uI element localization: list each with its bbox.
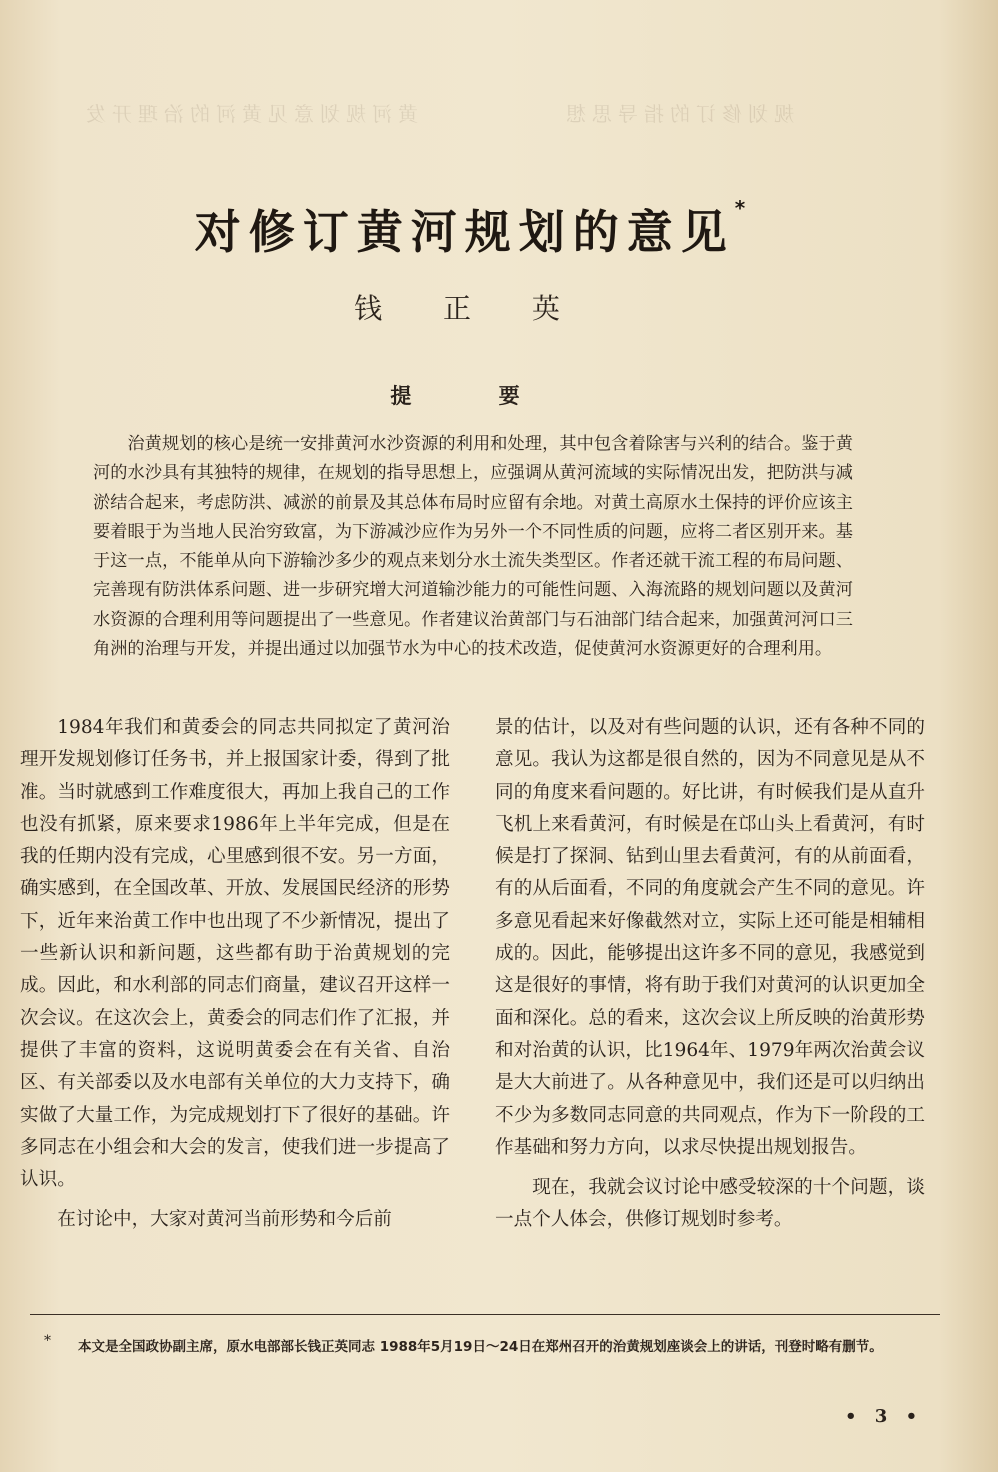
body-column-left xyxy=(20,712,450,1237)
title-footnote-mark: * xyxy=(734,196,746,220)
page-number: • 3 • xyxy=(845,1406,924,1427)
footnote-text: 本文是全国政协副主席，原水电部部长钱正英同志 1988年5月19日～24日在郑州召开的治黄规划座谈会上的讲话，刊登时略有删节。 xyxy=(78,1339,883,1355)
article-title xyxy=(150,196,790,262)
body-column-right xyxy=(495,712,925,1237)
body-paragraph: 在讨论中，大家对黄河当前形势和今后前 xyxy=(57,1209,392,1231)
bleed-through-text: 规划修订的指导思想 xyxy=(560,102,794,126)
abstract-text: 治黄规划的核心是统一安排黄河水沙资源的利用和处理，其中包含着除害与兴利的结合。鉴于黄河的水沙具有其独特的规律，在规划的指导思想上，应强调从黄河流域的实际情况出发，把防洪与减淤结合起来，考虑防洪、减淤的前景及其总体布局时应留有余地。对黄土高原水土保持的评价应该主要着眼于为当地人民治穷致富，为下游减沙应作为另外一个不同性质的问题，应将二者区别开来。基于这一点，不能单从向下游输沙多少的观点来划分水土流失类型区。作者还就干流工程的布局问题、完善现有防洪体系问题、进一步研究增大河道输沙能力的可能性问题、入海流路的规划问题以及黄河水资源的合理利用等问题提出了一些意见。作者建议治黄部门与石油部门结合起来，加强黄河河口三角洲的治理与开发，并提出通过以加强节水为中心的技术改造，促使黄河水资源更好的合理利用。 xyxy=(93,434,853,660)
body-paragraph: 现在，我就会议讨论中感受较深的十个问题，谈一点个人体会，供修订规划时参考。 xyxy=(495,1177,925,1231)
body-paragraph: 1984年我们和黄委会的同志共同拟定了黄河治理开发规划修订任务书，并上报国家计委，得到了批准。当时就感到工作难度很大，再加上我自己的工作也没有抓紧，原来要求1986年上半年完成，但是在我的任期内没有完成，心里感到很不安。另一方面，确实感到，在全国改革、开放、发展国民经济的形势下，近年来治黄工作中也出现了不少新情况，提出了一些新认识和新问题，这些都有助于治黄规划的完成。因此，和水利部的同志们商量，建议召开这样一次会议。在这次会上，黄委会的同志们作了汇报，并提供了丰富的资料，这说明黄委会在有关省、自治区、有关部委以及水电部有关单位的大力支持下，确实做了大量工作，为完成规划打下了很好的基础。许多同志在小组会和大会的发言，使我们进一步提高了认识。 xyxy=(20,717,450,1191)
title-text: 对修订黄河规划的意见 xyxy=(194,205,735,259)
abstract-heading: 提 要 xyxy=(390,384,560,408)
footnote-divider xyxy=(30,1314,940,1315)
footnote-mark: * xyxy=(44,1333,51,1349)
bleed-through-text: 黄河规划意见黄河的治理开发 xyxy=(80,102,418,126)
body-paragraph: 景的估计，以及对有些问题的认识，还有各种不同的意见。我认为这都是很自然的，因为不同意见是从不同的角度来看问题的。好比讲，有时候我们是从直升飞机上来看黄河，有时候是在邙山头上看黄河，有时候是打了探洞、钻到山里去看黄河，有的从前面看，有的从后面看，不同的角度就会产生不同的意见。许多意见看起来好像截然对立，实际上还可能是相辅相成的。因此，能够提出这许多不同的意见，我感觉到这是很好的事情，将有助于我们对黄河的认识更加全面和深化。总的看来，这次会议上所反映的治黄形势和对治黄的认识，比1964年、1979年两次治黄会议是大大前进了。从各种意见中，我们还是可以归纳出不少为多数同志同意的共同观点，作为下一阶段的工作基础和努力方向，以求尽快提出规划报告。 xyxy=(495,717,925,1158)
author-name: 钱 正 英 xyxy=(354,292,586,325)
